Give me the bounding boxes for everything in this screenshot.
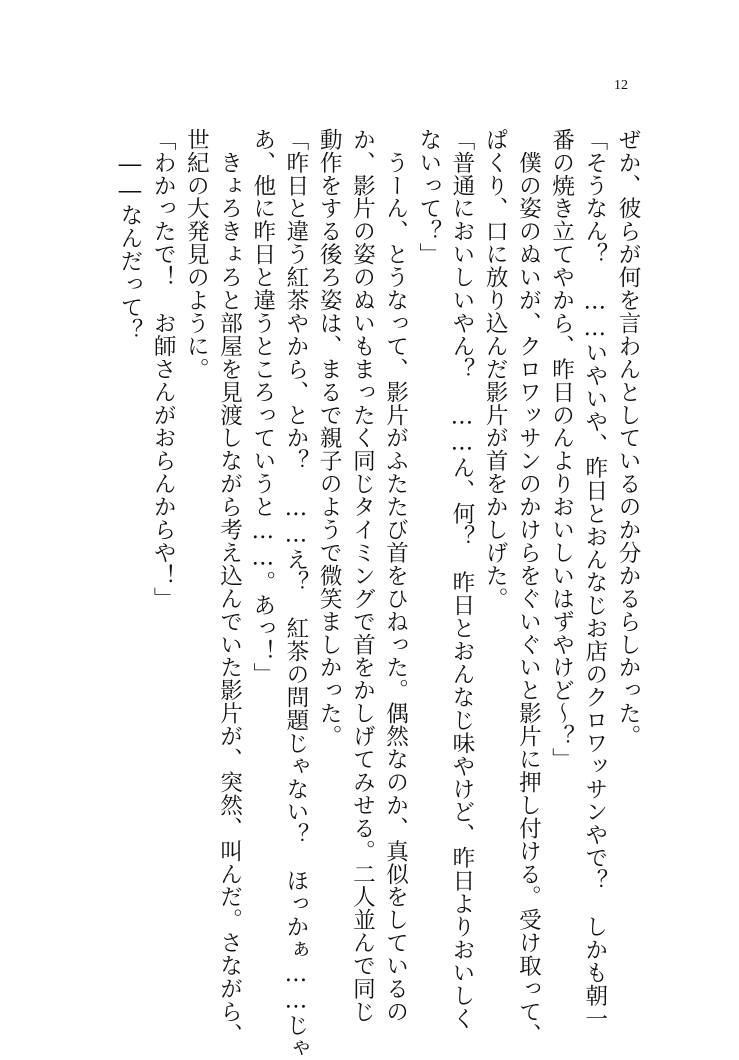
text-line: 動作をする後ろ姿は、まるで親子のようで微笑ましかった。 xyxy=(316,128,343,748)
text-line: あ、他に昨日と違うところっていうと……。あっ！」 xyxy=(249,128,276,686)
text-line: 世紀の大発見のように。 xyxy=(183,128,210,381)
text-line: か、影片の姿のぬいもまったく同じタイミングで首をかしげてみせる。二人並んで同じ xyxy=(349,128,376,1024)
text-line: うーん、とうなって、影片がふたたび首をひねった。偶然なのか、真似をしているの xyxy=(382,128,409,1024)
text-line: ぜか、彼らが何を言わんとしているのか分かるらしかった。 xyxy=(615,128,641,748)
page-number: 12 xyxy=(614,78,628,93)
text-line: ――なんだって？ xyxy=(116,128,143,342)
text-line: 「昨日と違う紅茶やから、とか？ ……え？ 紅茶の問題じゃない？ ほっかぁ……じゃ xyxy=(282,128,309,1060)
text-line: 番の焼き立てやから、昨日のんよりおいしいはずやけど～？」 xyxy=(548,128,575,771)
vertical-body-text xyxy=(113,128,644,1060)
text-line: ぱくり、口に放り込んだ影片が首をかしげた。 xyxy=(482,128,509,610)
text-line: 僕の姿のぬいが、クロワッサンのかけらをぐいぐいと影片に押し付ける。受け取って、 xyxy=(515,128,542,1046)
text-line: 「普通においしいやん？ ……ん、何？ 昨日とおんなじ味やけど、昨日よりおいしく xyxy=(448,128,475,1030)
text-line: 「わかったで！ お師さんがおらんからや！」 xyxy=(150,128,177,610)
text-line: 「そうなん？ ……いやいや、昨日とおんなじお店のクロワッサンやで？ しかも朝一 xyxy=(581,128,608,1030)
text-line: ないって？」 xyxy=(415,128,442,266)
text-line: きょろきょろと部屋を見渡しながら考え込んでいた影片が、突然、叫んだ。さながら、 xyxy=(216,128,243,1046)
